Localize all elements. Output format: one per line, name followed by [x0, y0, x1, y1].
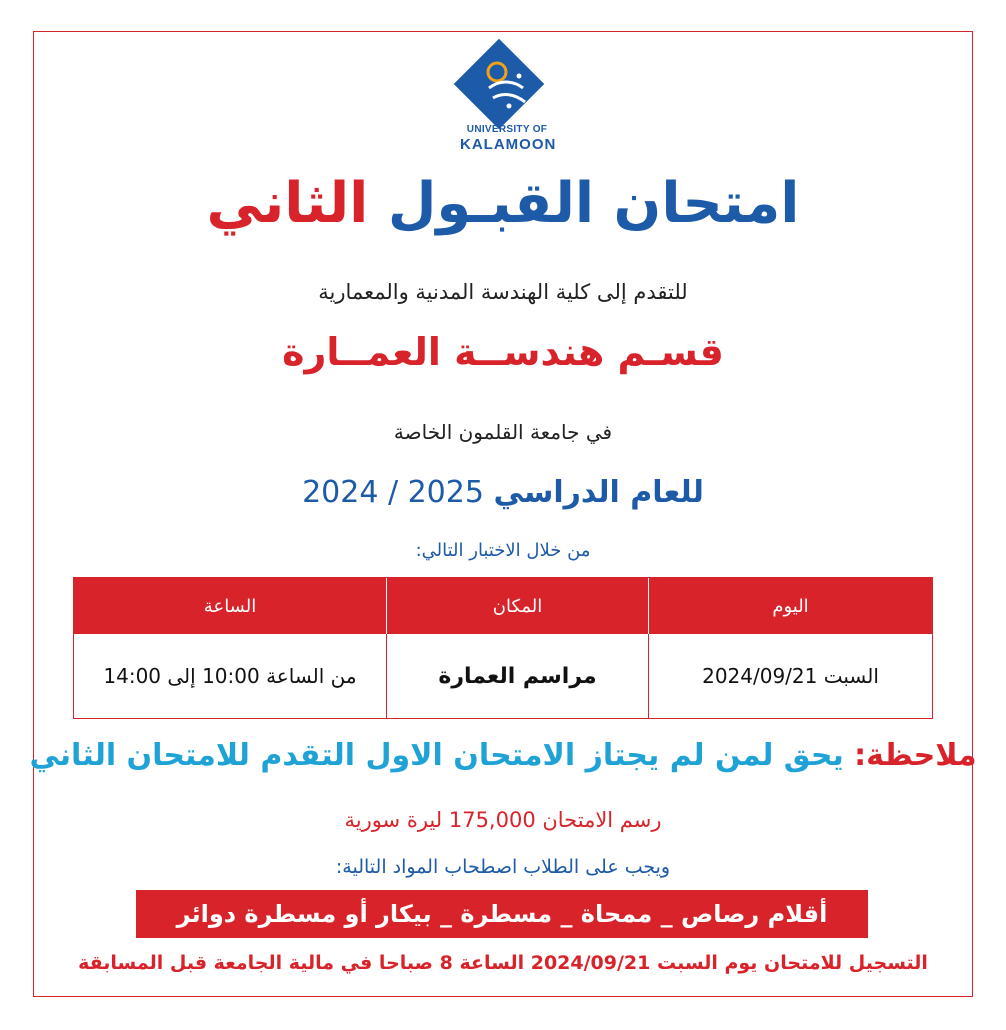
- materials-list: أقلام رصاص _ ممحاة _ مسطرة _ بيكار أو مسطرة دوائر: [176, 900, 828, 928]
- table-row: [74, 634, 932, 718]
- cell-time: من الساعة 10:00 إلى 14:00: [103, 664, 357, 688]
- academic-year-value: 2024 / 2025: [302, 475, 484, 510]
- table-header: [74, 578, 932, 634]
- logo-calligraphy-icon: [479, 58, 535, 114]
- department-title: قسـم هندســة العمــارة: [282, 330, 724, 374]
- logo-text-university: UNIVERSITY OF: [466, 124, 548, 135]
- exam-schedule-table: [73, 577, 933, 719]
- university-line: في جامعة القلمون الخاصة: [393, 420, 613, 444]
- page-title: [0, 168, 1006, 240]
- title-part-1: امتحان القبـول: [387, 171, 800, 236]
- materials-intro: ويجب على الطلاب اصطحاب المواد التالية:: [335, 856, 671, 878]
- header-day: اليوم: [772, 595, 809, 617]
- note-label: ملاحظة:: [854, 738, 977, 773]
- note-text: يحق لمن لم يجتاز الامتحان الاول التقدم للامتحان الثاني: [29, 738, 844, 773]
- title-part-2: الثاني: [206, 171, 369, 236]
- academic-year: [0, 475, 1006, 510]
- cell-place: مراسم العمارة: [386, 634, 649, 718]
- academic-year-label: للعام الدراسي: [493, 475, 704, 510]
- exam-fee: رسم الامتحان 175,000 ليرة سورية: [344, 808, 662, 832]
- note: [0, 738, 1006, 773]
- via-test-text: من خلال الاختبار التالي:: [415, 540, 591, 561]
- university-logo: [457, 48, 557, 158]
- header-place: المكان: [386, 578, 649, 634]
- registration-note: التسجيل للامتحان يوم السبت 2024/09/21 الساعة 8 صباحا في مالية الجامعة قبل المسابقة: [78, 952, 928, 974]
- faculty-subtitle: للتقدم إلى كلية الهندسة المدنية والمعمارية: [318, 280, 688, 304]
- materials-banner: [136, 890, 868, 938]
- logo-text-kalamoon: KALAMOON: [460, 136, 557, 153]
- header-time: الساعة: [203, 595, 257, 617]
- cell-day: السبت 2024/09/21: [702, 664, 879, 688]
